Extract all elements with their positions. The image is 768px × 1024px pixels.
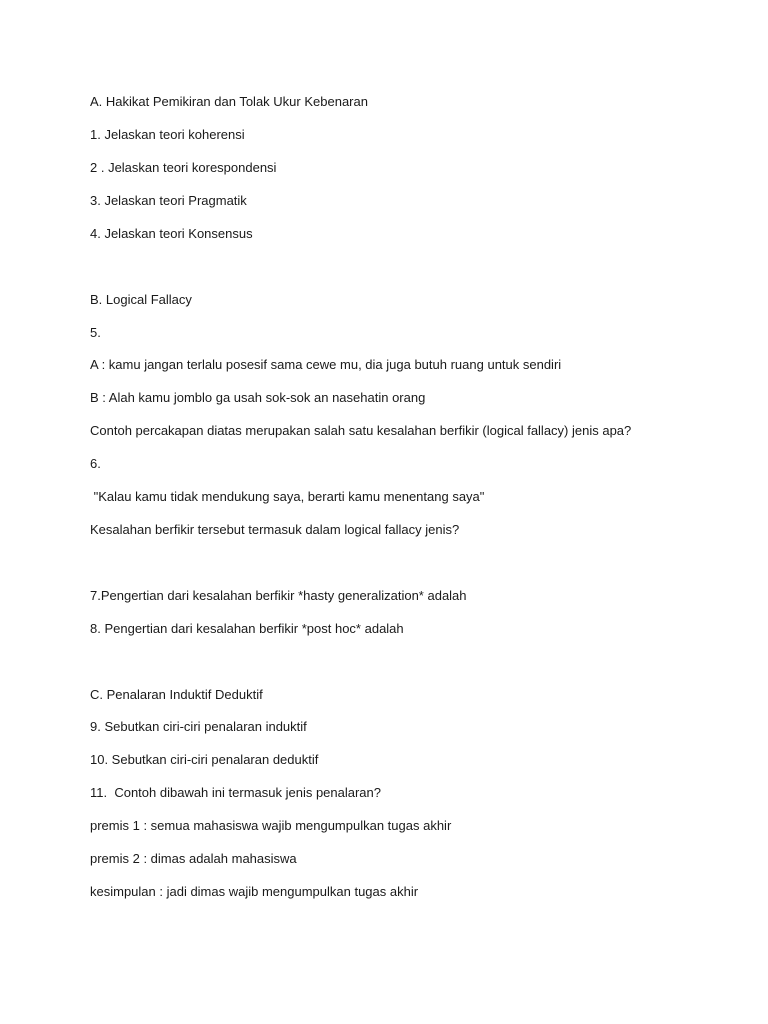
section-c-heading: C. Penalaran Induktif Deduktif (90, 687, 263, 702)
premise-2: premis 2 : dimas adalah mahasiswa (90, 851, 297, 866)
question-2: 2 . Jelaskan teori korespondensi (90, 160, 277, 175)
question-1: 1. Jelaskan teori koherensi (90, 127, 245, 142)
question-8: 8. Pengertian dari kesalahan berfikir *post hoc* adalah (90, 621, 404, 636)
question-10: 10. Sebutkan ciri-ciri penalaran deduktif (90, 752, 319, 767)
question-9: 9. Sebutkan ciri-ciri penalaran induktif (90, 719, 307, 734)
question-7: 7.Pengertian dari kesalahan berfikir *hasty generalization* adalah (90, 588, 467, 603)
question-6-number: 6. (90, 456, 101, 471)
question-6-quote: "Kalau kamu tidak mendukung saya, berarti kamu menentang saya" (90, 489, 485, 504)
dialogue-line-a: A : kamu jangan terlalu posesif sama cewe mu, dia juga butuh ruang untuk sendiri (90, 357, 562, 372)
question-4: 4. Jelaskan teori Konsensus (90, 226, 253, 241)
section-b-heading: B. Logical Fallacy (90, 292, 192, 307)
conclusion: kesimpulan : jadi dimas wajib mengumpulkan tugas akhir (90, 884, 419, 899)
premise-1: premis 1 : semua mahasiswa wajib mengumpulkan tugas akhir (90, 818, 452, 833)
section-a-heading: A. Hakikat Pemikiran dan Tolak Ukur Kebenaran (90, 94, 368, 109)
question-5-number: 5. (90, 325, 101, 340)
question-11: 11. Contoh dibawah ini termasuk jenis penalaran? (90, 785, 381, 800)
question-5-prompt: Contoh percakapan diatas merupakan salah satu kesalahan berfikir (logical fallacy) jenis apa? (90, 423, 632, 438)
question-3: 3. Jelaskan teori Pragmatik (90, 193, 247, 208)
question-6-prompt: Kesalahan berfikir tersebut termasuk dalam logical fallacy jenis? (90, 522, 460, 537)
dialogue-line-b: B : Alah kamu jomblo ga usah sok-sok an nasehatin orang (90, 390, 426, 405)
